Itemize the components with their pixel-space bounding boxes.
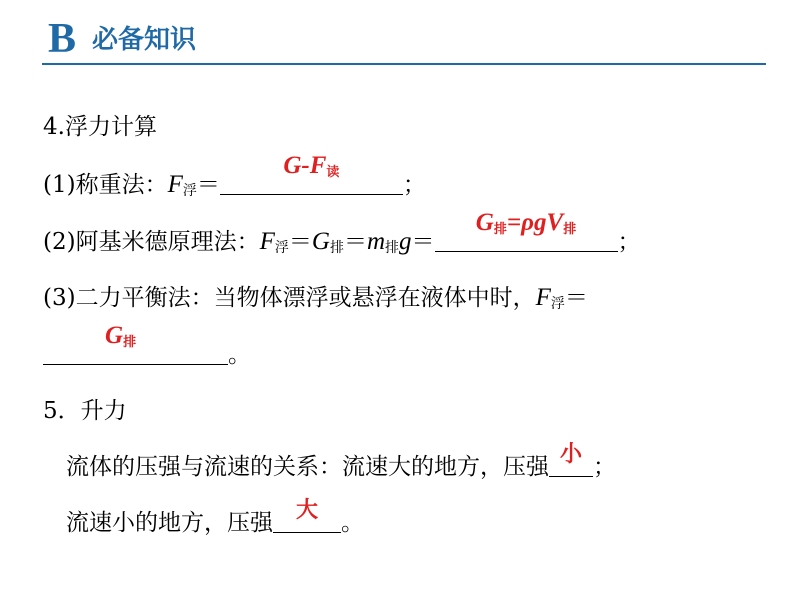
equals-sign: ＝ [411,229,435,255]
method2-line [43,209,641,264]
answer-2: $G_排=\rho gV_排$ [475,209,577,237]
var-m-pai: $m_排g$ [366,228,412,256]
answer-5: 大 [295,498,318,523]
method3-label: (3)二力平衡法：当物体漂浮或悬浮在液体中时， [43,285,536,311]
answer-3: $G_排$ [105,322,137,350]
var-f: $F_浮$ [535,284,565,312]
equals-sign: ＝ [196,172,220,198]
method3-answer-line [43,322,251,370]
method1-label: (1)称重法： [43,172,168,198]
header-divider [42,63,766,65]
equals-sign: ＝ [564,285,588,311]
answer-4: 小 [559,442,582,467]
section-badge: B [48,16,77,62]
answer-blank-2 [435,209,618,252]
equals-sign: ＝ [288,229,312,255]
lift-line-2 [66,498,364,538]
lift-text-2: 流速小的地方，压强 [66,510,273,536]
punct: ； [593,454,616,480]
section-title: 必备知识 [92,25,197,55]
equals-sign: ＝ [343,229,367,255]
punct: ； [402,172,426,198]
answer-blank-3 [43,322,228,365]
item4-title: 4.浮力计算 [43,114,157,140]
answer-blank-4 [549,442,593,477]
punct: 。 [341,510,364,536]
method2-label: (2)阿基米德原理法： [43,229,260,255]
punct: 。 [228,342,251,368]
var-f: $F_浮$ [259,228,289,256]
answer-1: $G-F_读$ [283,152,340,180]
punct: ； [617,229,641,255]
lift-text-1: 流体的压强与流速的关系：流速大的地方，压强 [66,454,549,480]
method1-line [43,152,426,207]
method3-line [43,283,588,320]
answer-blank-5 [273,498,341,533]
item5-title: 5．升力 [43,398,127,424]
var-f: $F_浮$ [167,171,197,199]
lift-line-1 [66,442,616,482]
answer-blank-1 [220,152,403,195]
var-g-pai: $G_排$ [311,228,344,256]
